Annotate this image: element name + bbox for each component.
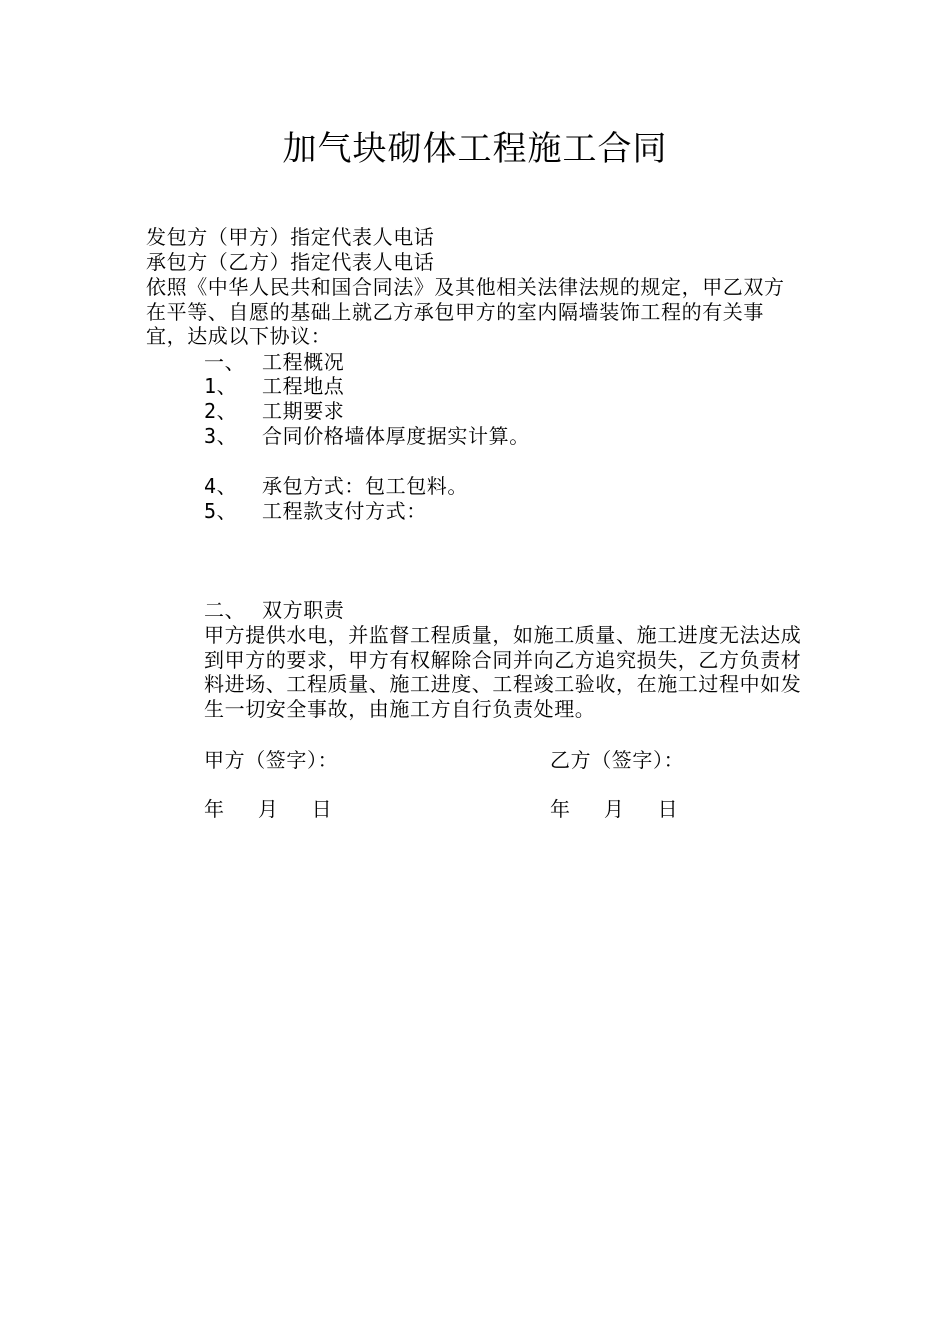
party-a-signature-label: 甲方（签字）：: [204, 748, 339, 772]
item-text: 工程款支付方式：: [262, 499, 427, 523]
section1-number: 一、: [204, 350, 246, 374]
intro-paragraph: 依照《中华人民共和国合同法》及其他相关法律法规的规定，甲乙双方在平等、自愿的基础上就乙方承包甲方的室内隔墙装饰工程的有关事宜，达成以下协议：: [146, 275, 785, 348]
list-item: [204, 424, 530, 448]
section2-title: 双方职责: [262, 598, 345, 622]
section2-number: 二、: [204, 598, 246, 622]
item-text: 工程地点: [262, 374, 345, 398]
item-text: 工期要求: [262, 399, 345, 423]
list-item: [204, 399, 344, 423]
item-number: 1、: [204, 374, 238, 398]
list-item: [204, 374, 344, 398]
party-b-date: 年 月 日: [550, 797, 679, 821]
document-title: 加气块砌体工程施工合同: [282, 129, 668, 169]
section2-heading: [204, 598, 344, 622]
item-text: 合同价格墙体厚度据实计算。: [262, 424, 530, 448]
list-item: [204, 499, 427, 523]
party-b-signature-label: 乙方（签字）：: [550, 748, 685, 772]
party-b-contact-line: 承包方（乙方）指定代表人电话: [146, 250, 435, 274]
item-number: 4、: [204, 474, 238, 498]
item-text: 承包方式：包工包料。: [262, 474, 468, 498]
item-number: 2、: [204, 399, 238, 423]
section2-body: 甲方提供水电，并监督工程质量，如施工质量、施工进度无法达成到甲方的要求，甲方有权解除合同并向乙方追究损失，乙方负责材料进场、工程质量、施工进度、工程竣工验收，在施工过程中如发生一切安全事故，由施工方自行负责处理。: [204, 623, 802, 721]
item-number: 5、: [204, 499, 238, 523]
party-a-contact-line: 发包方（甲方）指定代表人电话: [146, 225, 435, 249]
list-item: [204, 474, 468, 498]
party-a-date: 年 月 日: [204, 797, 333, 821]
section1-title: 工程概况: [262, 350, 345, 374]
section1-heading: [204, 350, 344, 374]
item-number: 3、: [204, 424, 238, 448]
